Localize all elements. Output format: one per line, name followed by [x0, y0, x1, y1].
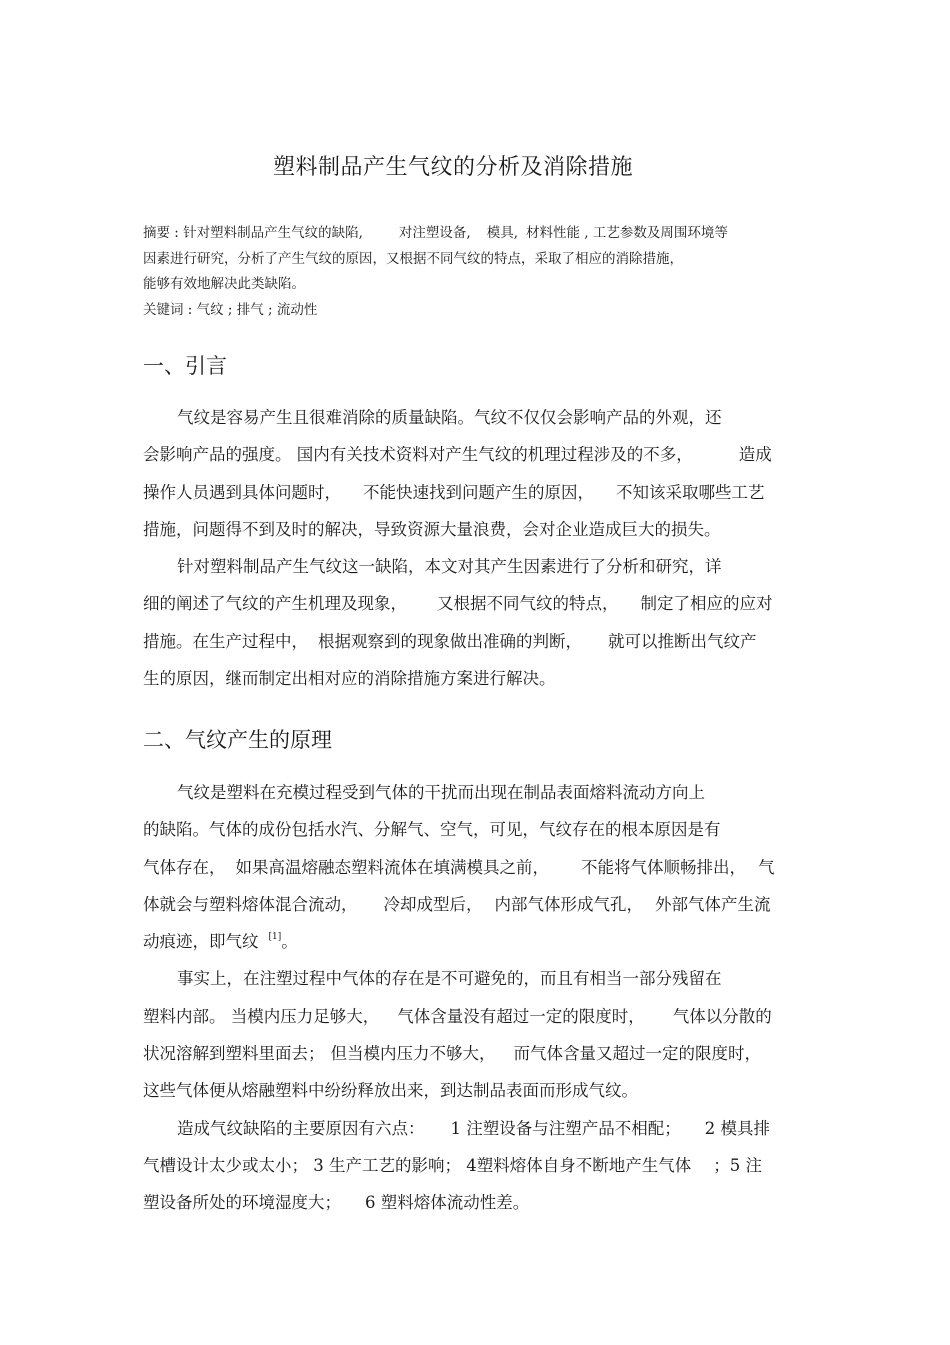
text-line: 这些气体便从熔融塑料中纷纷释放出来，到达制品表面而形成气纹。	[143, 1081, 638, 1101]
text-span: 气体以分散的	[672, 1006, 772, 1026]
text-line: 措施，问题得不到及时的解决，导致资源大量浪费，会对企业造成巨大的损失。	[143, 519, 721, 539]
text-span: 塑料内部。 当模内压力足够大，	[143, 1006, 380, 1026]
text-line	[143, 923, 811, 960]
keywords-line: 关键词 : 气纹 ; 排气 ; 流动性	[143, 301, 318, 318]
text-line	[143, 474, 811, 511]
text-span: 体就会与塑料熔体混合流动，	[143, 894, 358, 914]
text-line: 气纹是塑料在充模过程受到气体的干扰而出现在制品表面熔料流动方向上	[177, 783, 705, 802]
text-span: 气槽设计太少或太小； 3 生产工艺的影响； 4塑料熔体自身不断地产生气体	[143, 1155, 692, 1175]
text-line: 的缺陷。气体的成份包括水汽、分解气、空气，可见，气纹存在的根本原因是有	[143, 820, 721, 840]
text-line	[143, 1035, 811, 1072]
text-span: 气体含量没有超过一定的限度时，	[397, 1006, 645, 1026]
text-span: 气体存在，	[143, 857, 226, 877]
abstract-text: 对注塑设备,	[398, 225, 471, 241]
text-span: 1 注塑设备与注塑产品不相配；	[450, 1118, 681, 1138]
text-line	[143, 436, 811, 473]
text-line: 事实上，在注塑过程中气体的存在是不可避免的，而且有相当一部分残留在	[177, 969, 722, 989]
text-span: 不能快速找到问题产生的原因，	[363, 482, 594, 502]
abstract-line	[143, 221, 808, 247]
text-span: 。	[281, 932, 298, 952]
text-span: 内部气体形成气孔，	[494, 894, 643, 914]
abstract-text: 材料性能 , 工艺参数及周围环境等	[526, 225, 728, 241]
text-line	[143, 886, 811, 923]
text-span: ；5 注	[713, 1155, 762, 1175]
text-span: 动痕迹，即气纹	[143, 932, 259, 952]
text-span: 但当模内压力不够大，	[330, 1044, 496, 1064]
text-span: 如果高温熔融态塑料流体在填满模具之前，	[235, 857, 549, 877]
text-span: 造成气纹缺陷的主要原因有六点：	[177, 1118, 425, 1138]
section-heading-introduction: 一、引言	[143, 354, 227, 378]
abstract-line: 能够有效地解决此类缺陷。	[143, 276, 305, 292]
text-span: 气	[758, 857, 775, 877]
abstract-line: 因素进行研究，分析了产生气纹的原因，又根据不同气纹的特点，采取了相应的消除措施，	[143, 250, 683, 267]
paper-title: 塑料制品产生气纹的分析及消除措施	[272, 155, 633, 180]
text-line	[143, 585, 811, 622]
text-span: 塑设备所处的环境湿度大；	[143, 1193, 341, 1213]
text-line: 针对塑料制品产生气纹这一缺陷，本文对其产生因素进行了分析和研究，详	[177, 557, 722, 577]
text-span: 操作人员遇到具体问题时，	[143, 482, 341, 502]
abstract-block	[143, 221, 808, 323]
text-span: 制定了相应的应对	[640, 594, 773, 614]
text-span: 措施。在生产过程中，	[143, 631, 308, 651]
text-span: 冷却成型后，	[383, 894, 483, 914]
text-span: 6 塑料熔体流动性差。	[365, 1193, 530, 1213]
text-line	[143, 623, 811, 660]
abstract-text: 摘要 : 针对塑料制品产生气纹的缺陷,	[143, 225, 363, 241]
section-principle-body	[143, 774, 811, 1222]
text-span: 造成	[738, 445, 772, 465]
text-span: 而气体含量又超过一定的限度时，	[513, 1044, 761, 1064]
text-span: 不知该采取哪些工艺	[616, 482, 765, 502]
text-span: 细的阐述了气纹的产生机理及现象，	[143, 594, 407, 614]
text-line	[143, 1110, 811, 1147]
abstract-text: 模具,	[486, 225, 519, 241]
text-span: 外部气体产生流	[655, 894, 771, 914]
text-span: 会影响产品的强度。 国内有关技术资料对产生气纹的机理过程涉及的不多，	[143, 445, 693, 465]
text-span: 状况溶解到塑料里面去；	[143, 1044, 325, 1064]
text-span: 根据观察到的现象做出准确的判断，	[318, 631, 582, 651]
text-span: 2 模具排	[704, 1118, 770, 1138]
text-line: 气纹是容易产生且很难消除的质量缺陷。气纹不仅仅会影响产品的外观，还	[177, 408, 722, 427]
text-line	[143, 849, 811, 886]
text-span: 又根据不同气纹的特点，	[437, 594, 619, 614]
citation-ref: [1]	[268, 932, 282, 943]
text-line	[143, 998, 811, 1035]
text-span: 就可以推断出气纹产	[608, 631, 757, 651]
text-span: 不能将气体顺畅排出，	[581, 857, 746, 877]
text-line	[143, 1147, 811, 1184]
section-introduction-body	[143, 399, 811, 697]
text-line: 生的原因，继而制定出相对应的消除措施方案进行解决。	[143, 669, 556, 689]
section-heading-principle: 二、气纹产生的原理	[143, 728, 332, 752]
text-line	[143, 1184, 811, 1221]
